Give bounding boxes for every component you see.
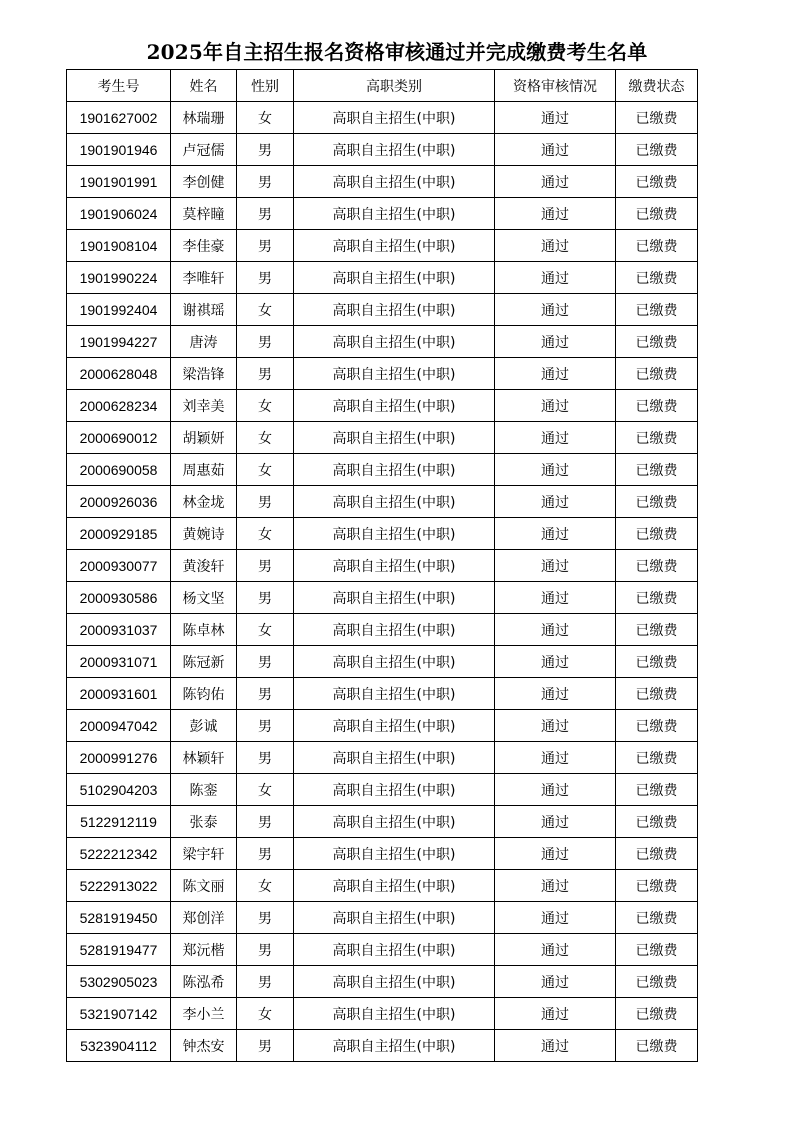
table-row xyxy=(67,934,698,966)
cell-payment-status: 已缴费 xyxy=(616,134,698,166)
cell-review-status: 通过 xyxy=(495,454,616,486)
cell-payment-status: 已缴费 xyxy=(616,902,698,934)
cell-gender: 女 xyxy=(237,454,294,486)
cell-name: 谢祺瑶 xyxy=(171,294,237,326)
cell-payment-status: 已缴费 xyxy=(616,678,698,710)
cell-name: 林颖轩 xyxy=(171,742,237,774)
cell-category: 高职自主招生(中职) xyxy=(294,230,495,262)
table-row xyxy=(67,166,698,198)
table-row xyxy=(67,838,698,870)
cell-gender: 男 xyxy=(237,902,294,934)
cell-gender: 男 xyxy=(237,358,294,390)
cell-payment-status: 已缴费 xyxy=(616,358,698,390)
cell-category: 高职自主招生(中职) xyxy=(294,998,495,1030)
cell-exam-id: 1901992404 xyxy=(67,294,171,326)
cell-name: 陈冠新 xyxy=(171,646,237,678)
cell-gender: 男 xyxy=(237,806,294,838)
cell-exam-id: 1901901991 xyxy=(67,166,171,198)
applicant-table xyxy=(66,69,698,1062)
cell-exam-id: 2000690012 xyxy=(67,422,171,454)
cell-exam-id: 1901906024 xyxy=(67,198,171,230)
cell-name: 刘幸美 xyxy=(171,390,237,422)
cell-name: 李唯轩 xyxy=(171,262,237,294)
cell-name: 莫梓瞳 xyxy=(171,198,237,230)
cell-exam-id: 2000930077 xyxy=(67,550,171,582)
cell-review-status: 通过 xyxy=(495,262,616,294)
cell-payment-status: 已缴费 xyxy=(616,774,698,806)
table-row xyxy=(67,422,698,454)
cell-payment-status: 已缴费 xyxy=(616,326,698,358)
cell-review-status: 通过 xyxy=(495,390,616,422)
cell-payment-status: 已缴费 xyxy=(616,870,698,902)
cell-payment-status: 已缴费 xyxy=(616,518,698,550)
table-row xyxy=(67,806,698,838)
cell-review-status: 通过 xyxy=(495,550,616,582)
cell-payment-status: 已缴费 xyxy=(616,582,698,614)
cell-category: 高职自主招生(中职) xyxy=(294,518,495,550)
cell-gender: 男 xyxy=(237,742,294,774)
cell-gender: 女 xyxy=(237,390,294,422)
cell-category: 高职自主招生(中职) xyxy=(294,582,495,614)
cell-payment-status: 已缴费 xyxy=(616,166,698,198)
cell-exam-id: 2000931071 xyxy=(67,646,171,678)
cell-review-status: 通过 xyxy=(495,710,616,742)
cell-review-status: 通过 xyxy=(495,966,616,998)
table-row xyxy=(67,742,698,774)
table-row xyxy=(67,454,698,486)
table-row xyxy=(67,870,698,902)
cell-payment-status: 已缴费 xyxy=(616,454,698,486)
cell-review-status: 通过 xyxy=(495,646,616,678)
table-row xyxy=(67,646,698,678)
cell-review-status: 通过 xyxy=(495,742,616,774)
cell-category: 高职自主招生(中职) xyxy=(294,710,495,742)
cell-category: 高职自主招生(中职) xyxy=(294,678,495,710)
cell-name: 郑沅楷 xyxy=(171,934,237,966)
cell-category: 高职自主招生(中职) xyxy=(294,454,495,486)
cell-name: 杨文坚 xyxy=(171,582,237,614)
table-row xyxy=(67,710,698,742)
table-row xyxy=(67,774,698,806)
table-row xyxy=(67,998,698,1030)
cell-name: 李小兰 xyxy=(171,998,237,1030)
cell-category: 高职自主招生(中职) xyxy=(294,870,495,902)
table-row xyxy=(67,966,698,998)
cell-exam-id: 2000929185 xyxy=(67,518,171,550)
cell-exam-id: 1901994227 xyxy=(67,326,171,358)
cell-payment-status: 已缴费 xyxy=(616,998,698,1030)
cell-exam-id: 2000926036 xyxy=(67,486,171,518)
cell-payment-status: 已缴费 xyxy=(616,614,698,646)
cell-gender: 男 xyxy=(237,838,294,870)
cell-payment-status: 已缴费 xyxy=(616,934,698,966)
cell-category: 高职自主招生(中职) xyxy=(294,358,495,390)
table-row xyxy=(67,102,698,134)
cell-gender: 女 xyxy=(237,102,294,134)
cell-name: 唐涛 xyxy=(171,326,237,358)
cell-gender: 男 xyxy=(237,134,294,166)
cell-payment-status: 已缴费 xyxy=(616,102,698,134)
cell-gender: 男 xyxy=(237,198,294,230)
cell-gender: 女 xyxy=(237,774,294,806)
table-row xyxy=(67,326,698,358)
table-row xyxy=(67,486,698,518)
cell-category: 高职自主招生(中职) xyxy=(294,422,495,454)
table-row xyxy=(67,358,698,390)
cell-gender: 女 xyxy=(237,870,294,902)
cell-payment-status: 已缴费 xyxy=(616,646,698,678)
cell-name: 林金垅 xyxy=(171,486,237,518)
table-row xyxy=(67,198,698,230)
cell-payment-status: 已缴费 xyxy=(616,390,698,422)
table-row xyxy=(67,902,698,934)
cell-category: 高职自主招生(中职) xyxy=(294,134,495,166)
header-row xyxy=(67,70,698,102)
cell-name: 黄婉诗 xyxy=(171,518,237,550)
cell-category: 高职自主招生(中职) xyxy=(294,646,495,678)
cell-gender: 女 xyxy=(237,294,294,326)
cell-name: 彭诚 xyxy=(171,710,237,742)
cell-gender: 女 xyxy=(237,614,294,646)
cell-exam-id: 5222913022 xyxy=(67,870,171,902)
cell-gender: 男 xyxy=(237,646,294,678)
cell-category: 高职自主招生(中职) xyxy=(294,294,495,326)
cell-category: 高职自主招生(中职) xyxy=(294,838,495,870)
cell-review-status: 通过 xyxy=(495,486,616,518)
table-row xyxy=(67,262,698,294)
cell-exam-id: 2000628234 xyxy=(67,390,171,422)
cell-review-status: 通过 xyxy=(495,518,616,550)
cell-exam-id: 1901901946 xyxy=(67,134,171,166)
cell-exam-id: 1901627002 xyxy=(67,102,171,134)
cell-payment-status: 已缴费 xyxy=(616,198,698,230)
cell-payment-status: 已缴费 xyxy=(616,710,698,742)
cell-payment-status: 已缴费 xyxy=(616,966,698,998)
header-payment-status: 缴费状态 xyxy=(616,70,698,102)
cell-gender: 男 xyxy=(237,582,294,614)
cell-payment-status: 已缴费 xyxy=(616,742,698,774)
table-row xyxy=(67,1030,698,1062)
cell-gender: 男 xyxy=(237,678,294,710)
table-row xyxy=(67,678,698,710)
cell-review-status: 通过 xyxy=(495,102,616,134)
cell-exam-id: 5302905023 xyxy=(67,966,171,998)
table-row xyxy=(67,230,698,262)
table-row xyxy=(67,134,698,166)
cell-review-status: 通过 xyxy=(495,902,616,934)
cell-category: 高职自主招生(中职) xyxy=(294,486,495,518)
cell-category: 高职自主招生(中职) xyxy=(294,166,495,198)
cell-payment-status: 已缴费 xyxy=(616,230,698,262)
header-gender: 性别 xyxy=(237,70,294,102)
cell-exam-id: 2000690058 xyxy=(67,454,171,486)
cell-payment-status: 已缴费 xyxy=(616,550,698,582)
table-row xyxy=(67,390,698,422)
cell-exam-id: 1901990224 xyxy=(67,262,171,294)
cell-name: 陈文丽 xyxy=(171,870,237,902)
cell-review-status: 通过 xyxy=(495,326,616,358)
cell-gender: 男 xyxy=(237,262,294,294)
cell-category: 高职自主招生(中职) xyxy=(294,262,495,294)
cell-payment-status: 已缴费 xyxy=(616,806,698,838)
cell-gender: 男 xyxy=(237,230,294,262)
cell-review-status: 通过 xyxy=(495,582,616,614)
cell-exam-id: 2000991276 xyxy=(67,742,171,774)
cell-payment-status: 已缴费 xyxy=(616,422,698,454)
cell-payment-status: 已缴费 xyxy=(616,262,698,294)
cell-exam-id: 2000947042 xyxy=(67,710,171,742)
cell-name: 李佳豪 xyxy=(171,230,237,262)
table-row xyxy=(67,294,698,326)
cell-review-status: 通过 xyxy=(495,1030,616,1062)
cell-category: 高职自主招生(中职) xyxy=(294,966,495,998)
cell-name: 李创健 xyxy=(171,166,237,198)
cell-exam-id: 5281919450 xyxy=(67,902,171,934)
cell-exam-id: 2000930586 xyxy=(67,582,171,614)
cell-gender: 男 xyxy=(237,166,294,198)
table-row xyxy=(67,614,698,646)
cell-gender: 男 xyxy=(237,486,294,518)
cell-review-status: 通过 xyxy=(495,614,616,646)
cell-name: 卢冠儒 xyxy=(171,134,237,166)
cell-review-status: 通过 xyxy=(495,998,616,1030)
cell-gender: 男 xyxy=(237,326,294,358)
cell-category: 高职自主招生(中职) xyxy=(294,902,495,934)
cell-review-status: 通过 xyxy=(495,870,616,902)
cell-category: 高职自主招生(中职) xyxy=(294,1030,495,1062)
cell-review-status: 通过 xyxy=(495,806,616,838)
cell-exam-id: 1901908104 xyxy=(67,230,171,262)
cell-exam-id: 5102904203 xyxy=(67,774,171,806)
cell-exam-id: 2000931601 xyxy=(67,678,171,710)
document-title: 2025年自主招生报名资格审核通过并完成缴费考生名单 xyxy=(146,40,648,64)
table-row xyxy=(67,518,698,550)
cell-category: 高职自主招生(中职) xyxy=(294,774,495,806)
cell-category: 高职自主招生(中职) xyxy=(294,326,495,358)
cell-review-status: 通过 xyxy=(495,294,616,326)
table-body xyxy=(67,102,698,1062)
cell-name: 胡颖妍 xyxy=(171,422,237,454)
cell-category: 高职自主招生(中职) xyxy=(294,614,495,646)
cell-gender: 女 xyxy=(237,422,294,454)
cell-payment-status: 已缴费 xyxy=(616,1030,698,1062)
cell-exam-id: 5281919477 xyxy=(67,934,171,966)
header-category: 高职类别 xyxy=(294,70,495,102)
cell-name: 陈卓林 xyxy=(171,614,237,646)
cell-category: 高职自主招生(中职) xyxy=(294,934,495,966)
cell-category: 高职自主招生(中职) xyxy=(294,102,495,134)
cell-payment-status: 已缴费 xyxy=(616,838,698,870)
cell-name: 黄浚轩 xyxy=(171,550,237,582)
cell-exam-id: 5321907142 xyxy=(67,998,171,1030)
cell-review-status: 通过 xyxy=(495,678,616,710)
cell-category: 高职自主招生(中职) xyxy=(294,390,495,422)
cell-review-status: 通过 xyxy=(495,230,616,262)
header-name: 姓名 xyxy=(171,70,237,102)
cell-review-status: 通过 xyxy=(495,422,616,454)
cell-name: 张泰 xyxy=(171,806,237,838)
cell-payment-status: 已缴费 xyxy=(616,294,698,326)
cell-review-status: 通过 xyxy=(495,838,616,870)
cell-category: 高职自主招生(中职) xyxy=(294,550,495,582)
cell-exam-id: 2000931037 xyxy=(67,614,171,646)
cell-payment-status: 已缴费 xyxy=(616,486,698,518)
cell-name: 陈泓希 xyxy=(171,966,237,998)
table-row xyxy=(67,550,698,582)
cell-gender: 男 xyxy=(237,710,294,742)
table-row xyxy=(67,582,698,614)
cell-review-status: 通过 xyxy=(495,134,616,166)
cell-gender: 男 xyxy=(237,550,294,582)
cell-gender: 男 xyxy=(237,966,294,998)
cell-exam-id: 5323904112 xyxy=(67,1030,171,1062)
cell-gender: 男 xyxy=(237,934,294,966)
cell-gender: 男 xyxy=(237,1030,294,1062)
cell-name: 陈銮 xyxy=(171,774,237,806)
cell-review-status: 通过 xyxy=(495,774,616,806)
cell-name: 梁宇轩 xyxy=(171,838,237,870)
cell-category: 高职自主招生(中职) xyxy=(294,198,495,230)
cell-name: 梁浩锋 xyxy=(171,358,237,390)
cell-exam-id: 5222212342 xyxy=(67,838,171,870)
cell-name: 林瑞珊 xyxy=(171,102,237,134)
cell-gender: 女 xyxy=(237,518,294,550)
cell-name: 郑创洋 xyxy=(171,902,237,934)
cell-review-status: 通过 xyxy=(495,198,616,230)
cell-review-status: 通过 xyxy=(495,934,616,966)
header-review-status: 资格审核情况 xyxy=(495,70,616,102)
cell-category: 高职自主招生(中职) xyxy=(294,742,495,774)
cell-gender: 女 xyxy=(237,998,294,1030)
cell-review-status: 通过 xyxy=(495,358,616,390)
cell-exam-id: 2000628048 xyxy=(67,358,171,390)
cell-name: 陈钧佑 xyxy=(171,678,237,710)
cell-exam-id: 5122912119 xyxy=(67,806,171,838)
cell-category: 高职自主招生(中职) xyxy=(294,806,495,838)
cell-name: 周惠茹 xyxy=(171,454,237,486)
cell-review-status: 通过 xyxy=(495,166,616,198)
cell-name: 钟杰安 xyxy=(171,1030,237,1062)
header-exam-id: 考生号 xyxy=(67,70,171,102)
